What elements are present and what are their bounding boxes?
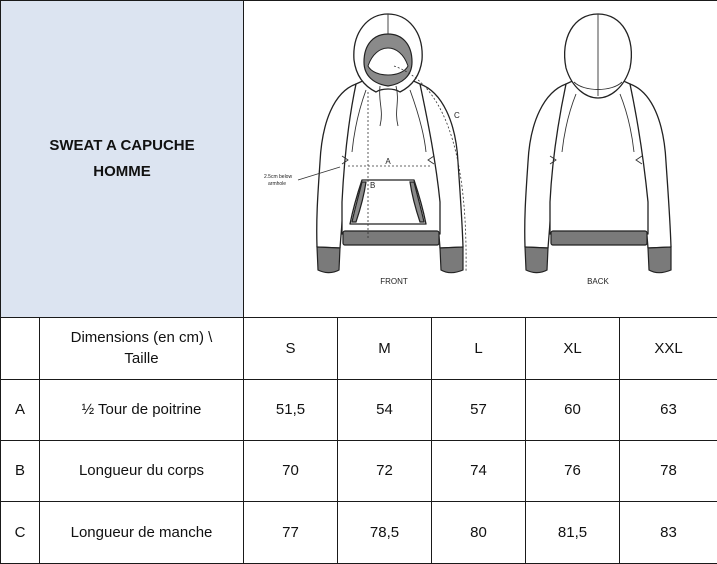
row-label: Longueur du corps bbox=[40, 440, 244, 501]
dimensions-header bbox=[40, 317, 244, 379]
size-header-l: L bbox=[432, 317, 526, 379]
value-cell: 76 bbox=[526, 440, 620, 501]
dimensions-header-line2: Taille bbox=[124, 350, 159, 368]
value-cell: 63 bbox=[620, 379, 717, 440]
value-cell: 83 bbox=[620, 501, 717, 563]
row-key: C bbox=[1, 501, 40, 563]
hoodie-technical-drawing bbox=[244, 2, 716, 316]
size-header-xl: XL bbox=[526, 317, 620, 379]
value-cell: 60 bbox=[526, 379, 620, 440]
marker-b: B bbox=[370, 180, 376, 190]
value-cell: 74 bbox=[432, 440, 526, 501]
back-label: BACK bbox=[587, 276, 609, 286]
row-label: Longueur de manche bbox=[40, 501, 244, 563]
value-cell: 54 bbox=[338, 379, 432, 440]
armhole-note-line1: 2.5cm below bbox=[264, 173, 293, 180]
size-header-xxl: XXL bbox=[620, 317, 717, 379]
table-row bbox=[1, 501, 717, 563]
value-cell: 72 bbox=[338, 440, 432, 501]
front-view bbox=[264, 14, 466, 286]
value-cell: 78,5 bbox=[338, 501, 432, 563]
size-header-m: M bbox=[338, 317, 432, 379]
value-cell: 51,5 bbox=[244, 379, 338, 440]
dimensions-header-line1: Dimensions (en cm) \ bbox=[70, 329, 213, 347]
front-label: FRONT bbox=[380, 276, 408, 286]
header-row bbox=[1, 317, 717, 379]
empty-corner-cell bbox=[1, 317, 40, 379]
product-title-line1: SWEAT A CAPUCHE bbox=[49, 136, 195, 154]
row-key: A bbox=[1, 379, 40, 440]
table-row bbox=[1, 379, 717, 440]
value-cell: 77 bbox=[244, 501, 338, 563]
armhole-note-line2: armhole bbox=[268, 180, 287, 187]
row-label: ½ Tour de poitrine bbox=[40, 379, 244, 440]
row-key: B bbox=[1, 440, 40, 501]
product-title-line2: HOMME bbox=[93, 162, 151, 180]
product-title bbox=[1, 1, 244, 318]
value-cell: 57 bbox=[432, 379, 526, 440]
marker-a: A bbox=[385, 156, 391, 166]
value-cell: 81,5 bbox=[526, 501, 620, 563]
value-cell: 80 bbox=[432, 501, 526, 563]
value-cell: 78 bbox=[620, 440, 717, 501]
hoodie-illustration-cell bbox=[244, 1, 717, 318]
back-view bbox=[525, 14, 671, 286]
table-row bbox=[1, 440, 717, 501]
marker-c: C bbox=[454, 110, 460, 120]
value-cell: 70 bbox=[244, 440, 338, 501]
size-header-s: S bbox=[244, 317, 338, 379]
